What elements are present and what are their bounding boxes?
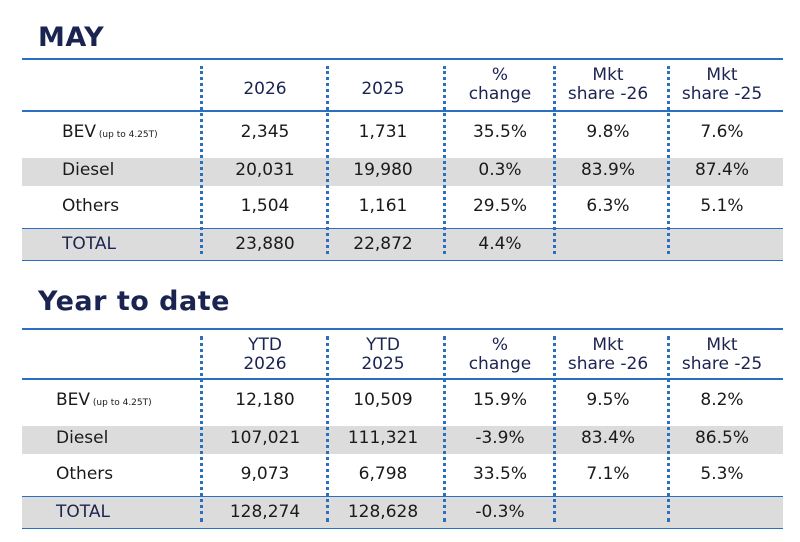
table-cell: 12,180 bbox=[235, 390, 295, 410]
table-cell: 83.9% bbox=[580, 160, 635, 180]
table-cell: 1,731 bbox=[358, 122, 408, 142]
table-cell: 5.3% bbox=[700, 464, 744, 484]
row-label bbox=[56, 428, 108, 448]
table-cell: 8.2% bbox=[700, 390, 744, 410]
table-cell: 15.9% bbox=[472, 390, 527, 410]
row-label-text: TOTAL bbox=[56, 502, 110, 522]
table-cell: 1,504 bbox=[240, 196, 290, 216]
column-header: % change bbox=[468, 65, 532, 104]
table-cell: 107,021 bbox=[229, 428, 301, 448]
table-bottom-rule bbox=[22, 528, 783, 529]
column-header: Mkt share -26 bbox=[567, 335, 649, 374]
table-cell: 6.3% bbox=[586, 196, 630, 216]
row-label bbox=[62, 234, 116, 254]
row-label-text: Others bbox=[62, 196, 120, 216]
column-header: Mkt share -25 bbox=[681, 335, 763, 374]
table-cell: 29.5% bbox=[472, 196, 527, 216]
table-cell: 7.6% bbox=[700, 122, 744, 142]
column-header: % change bbox=[468, 335, 532, 374]
column-header: Mkt share -25 bbox=[681, 65, 763, 104]
table-cell: 2,345 bbox=[240, 122, 290, 142]
table-cell: 9.5% bbox=[586, 390, 630, 410]
column-header: 2025 bbox=[361, 79, 405, 99]
table-cell: 10,509 bbox=[353, 390, 413, 410]
table-cell: 20,031 bbox=[235, 160, 295, 180]
table-bottom-rule bbox=[22, 260, 783, 261]
row-label-note: (up to 4.25T) bbox=[96, 130, 158, 140]
table-cell: 23,880 bbox=[235, 234, 295, 254]
column-header: YTD 2025 bbox=[361, 335, 405, 374]
table-cell: 6,798 bbox=[358, 464, 408, 484]
table-cell: 19,980 bbox=[353, 160, 413, 180]
table-cell: 9,073 bbox=[240, 464, 290, 484]
row-label bbox=[56, 464, 113, 484]
table-cell: 111,321 bbox=[347, 428, 419, 448]
table-cell: 86.5% bbox=[694, 428, 749, 448]
column-header: Mkt share -26 bbox=[567, 65, 649, 104]
table-cell: 128,274 bbox=[229, 502, 301, 522]
row-label-text: Others bbox=[56, 464, 114, 484]
table-cell: 4.4% bbox=[478, 234, 522, 254]
table-cell: 5.1% bbox=[700, 196, 744, 216]
table-cell: 128,628 bbox=[347, 502, 419, 522]
column-header: 2026 bbox=[243, 79, 287, 99]
column-divider bbox=[200, 66, 203, 254]
row-label-text: Diesel bbox=[62, 160, 115, 180]
table-cell: 33.5% bbox=[472, 464, 527, 484]
column-header: YTD 2026 bbox=[243, 335, 287, 374]
table-cell: 7.1% bbox=[586, 464, 630, 484]
table-cell: -3.9% bbox=[475, 428, 525, 448]
row-label-text: BEV bbox=[56, 390, 91, 410]
table-cell: -0.3% bbox=[475, 502, 525, 522]
column-divider bbox=[200, 336, 203, 522]
row-label bbox=[56, 390, 152, 413]
table-cell: 83.4% bbox=[580, 428, 635, 448]
row-label-text: TOTAL bbox=[62, 234, 116, 254]
row-label bbox=[62, 160, 114, 180]
table-cell: 0.3% bbox=[478, 160, 522, 180]
table-cell: 9.8% bbox=[586, 122, 630, 142]
row-label bbox=[56, 502, 110, 522]
table-top-rule bbox=[22, 328, 783, 330]
row-label-note: (up to 4.25T) bbox=[90, 398, 152, 408]
table-cell: 22,872 bbox=[353, 234, 413, 254]
row-label bbox=[62, 122, 158, 145]
row-label-text: Diesel bbox=[56, 428, 109, 448]
table-cell: 1,161 bbox=[358, 196, 408, 216]
table-top-rule bbox=[22, 58, 783, 60]
section-title: Year to date bbox=[38, 286, 230, 317]
section-title: MAY bbox=[38, 22, 105, 53]
row-label-text: BEV bbox=[62, 122, 97, 142]
table-cell: 87.4% bbox=[694, 160, 749, 180]
row-label bbox=[62, 196, 119, 216]
table-cell: 35.5% bbox=[472, 122, 527, 142]
